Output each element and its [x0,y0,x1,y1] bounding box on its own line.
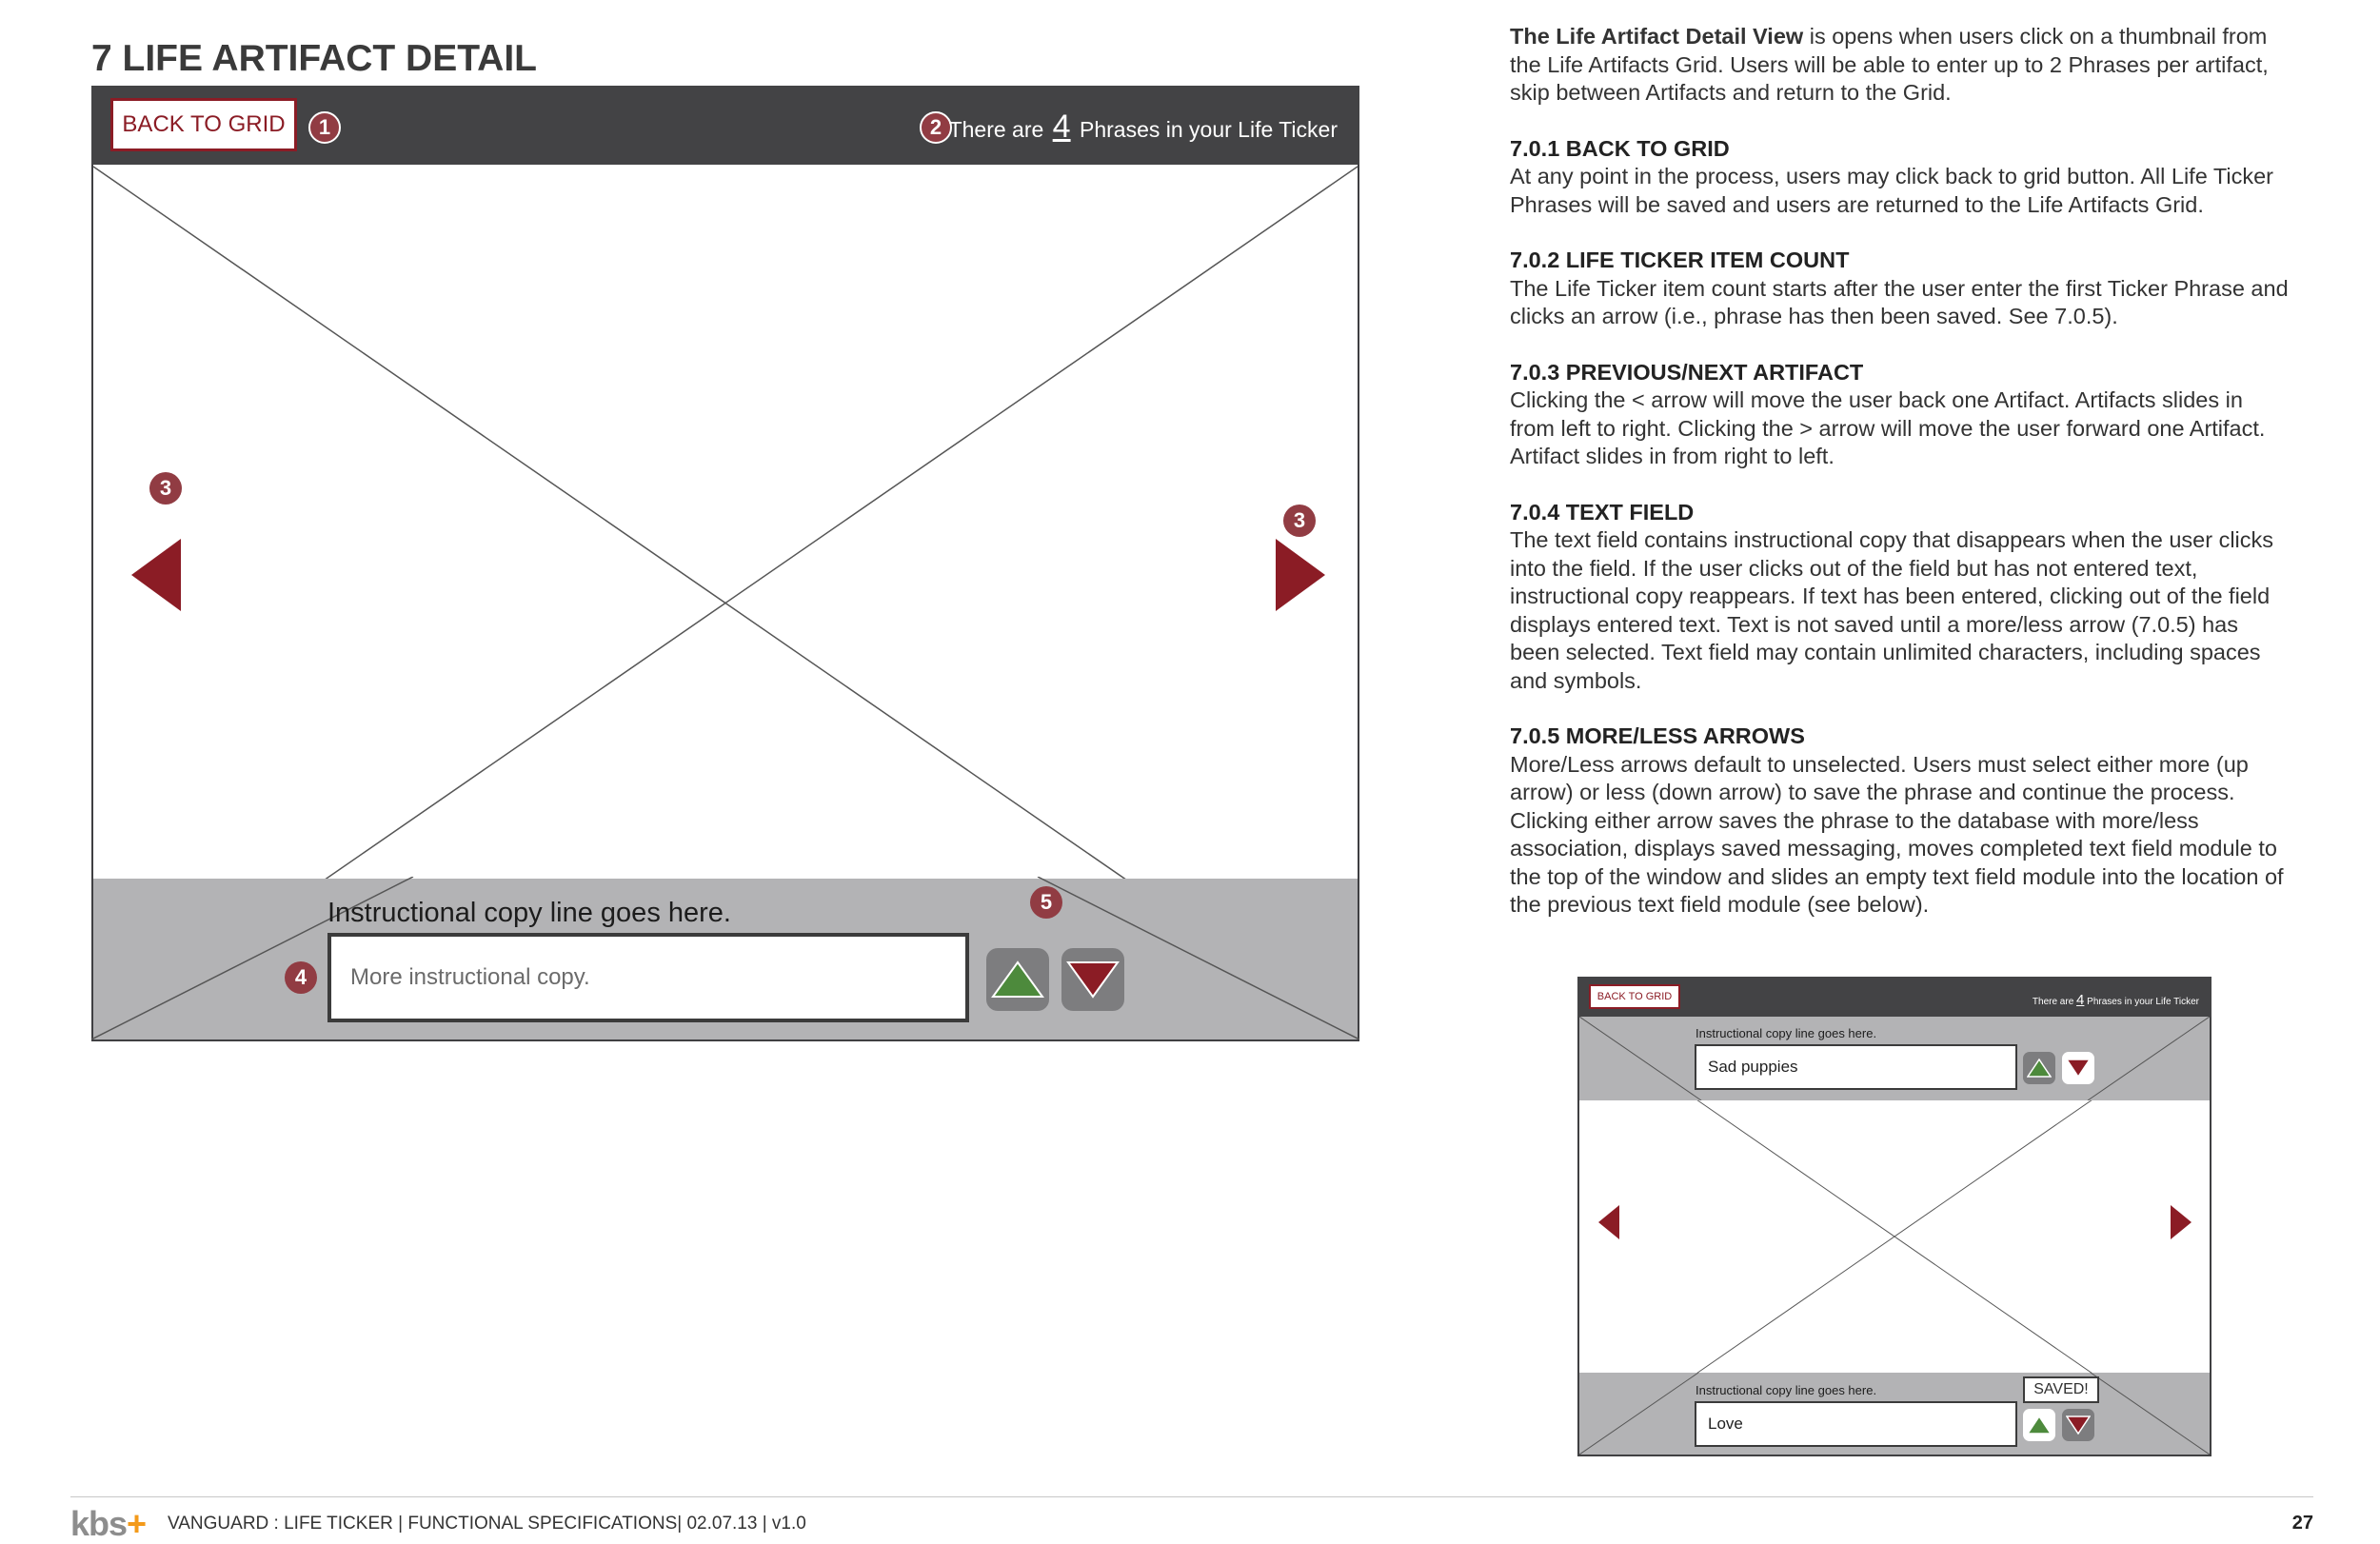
spec-section-item-count [1510,247,2291,331]
spec-section-text-field [1510,499,2291,696]
logo-text: kbs [70,1504,128,1543]
up-arrow-icon [2027,1415,2052,1435]
up-arrow-icon [2027,1059,2052,1078]
callout-badge-3-prev: 3 [149,472,182,505]
mini-life-ticker-count [2033,992,2199,1008]
spec-heading: 7.0.3 PREVIOUS/NEXT ARTIFACT [1510,359,1864,385]
mini-ticker-prefix: There are [2032,997,2074,1007]
instructional-copy-line: Instructional copy line goes here. [327,898,731,928]
callout-badge-4: 4 [285,961,317,994]
mini-top-instruction: Instructional copy line goes here. [1696,1026,1877,1040]
page-title: 7 LIFE ARTIFACT DETAIL [91,38,537,79]
spec-text [1510,23,2291,947]
mini-ticker-suffix: Phrases in your Life Ticker [2087,997,2199,1007]
previous-artifact-arrow-icon[interactable] [129,537,183,613]
mini-ticker-count-value: 4 [2076,992,2085,1008]
spec-intro-bold: The Life Artifact Detail View [1510,24,1804,49]
ticker-prefix: There are [948,117,1044,142]
life-ticker-count [949,109,1338,146]
spec-heading: 7.0.5 MORE/LESS ARROWS [1510,723,1805,748]
callout-badge-2: 2 [920,111,952,144]
spec-heading: 7.0.2 LIFE TICKER ITEM COUNT [1510,247,1850,272]
spec-body: The Life Ticker item count starts after the user enter the first Ticker Phrase and clicks an arrow (i.e., phrase has then been saved. See 7.0.5). [1510,275,2289,328]
callout-badge-5: 5 [1030,886,1062,919]
more-up-arrow-button[interactable] [986,948,1049,1011]
callout-badge-3-next: 3 [1283,505,1316,537]
spec-section-more-less [1510,723,2291,920]
spec-heading: 7.0.4 TEXT FIELD [1510,499,1695,525]
mini-previous-arrow-icon[interactable] [1597,1204,1620,1240]
page-number: 27 [2291,1513,2313,1534]
next-artifact-arrow-icon[interactable] [1274,537,1327,613]
mini-bottom-up-arrow-button[interactable] [2023,1409,2055,1441]
less-down-arrow-button[interactable] [1061,948,1124,1011]
phrase-text-field[interactable] [327,933,969,1022]
ticker-suffix: Phrases in your Life Ticker [1079,117,1338,142]
spec-heading: 7.0.1 BACK TO GRID [1510,135,1730,161]
spec-intro [1510,23,2291,108]
mini-bottom-down-arrow-button[interactable] [2062,1409,2094,1441]
footer-document-info: VANGUARD : LIFE TICKER | FUNCTIONAL SPECIFICATIONS| 02.07.13 | v1.0 [168,1514,806,1534]
down-arrow-icon [2066,1415,2091,1435]
mini-top-up-arrow-button[interactable] [2023,1052,2055,1084]
spec-body: The text field contains instructional copy that disappears when the user clicks into the field. If the user clicks out of the field but has not entered text, instructional copy reappears. If text has been entered, clicking out of the field displays entered text. Text is not saved until a more/less arrow (7.0.5) has been selected. Text field may contain unlimited characters, including spaces and symbols. [1510,527,2274,693]
spec-body: Clicking the < arrow will move the user back one Artifact. Artifacts slides in from left to right. Clicking the > arrow will move the user forward one Artifact. Artifact slides in from right to left. [1510,387,2266,468]
logo-plus-icon: + [127,1504,147,1543]
back-to-grid-button[interactable]: BACK TO GRID [110,98,297,151]
down-arrow-icon [2066,1059,2091,1078]
mini-bottom-text-field[interactable]: Love [1695,1401,2017,1447]
mini-top-text-field[interactable]: Sad puppies [1695,1044,2017,1090]
spec-section-prev-next [1510,359,2291,471]
footer-divider [70,1496,2313,1497]
callout-badge-1: 1 [308,111,341,144]
mini-back-to-grid-button[interactable]: BACK TO GRID [1589,984,1680,1009]
spec-intro-rest: is opens when users click on a thumbnail from the Life Artifacts Grid. Users will be able to enter up to 2 Phrases per artifact, skip between Artifacts and return to the Grid. [1510,24,2269,105]
ticker-count-value: 4 [1052,109,1071,145]
mini-bottom-instruction: Instructional copy line goes here. [1696,1383,1877,1397]
spec-body: More/Less arrows default to unselected. Users must select either more (up arrow) or less (down arrow) to save the phrase and continue the process. Clicking either arrow saves the phrase to the database with more/less association, displays saved messaging, moves completed text field module to the top of the window and slides an empty text field module into the location of the previous text field module (see below). [1510,751,2284,917]
mini-next-arrow-icon[interactable] [2170,1204,2192,1240]
spec-section-back-to-grid [1510,135,2291,220]
spec-body: At any point in the process, users may click back to grid button. All Life Ticker Phrases will be saved and users are returned to the Life Artifacts Grid. [1510,164,2273,217]
saved-message: SAVED! [2023,1376,2099,1403]
down-arrow-icon [1066,960,1120,999]
mini-top-down-arrow-button[interactable] [2062,1052,2094,1084]
up-arrow-icon [991,960,1044,999]
kbs-logo [70,1504,146,1544]
